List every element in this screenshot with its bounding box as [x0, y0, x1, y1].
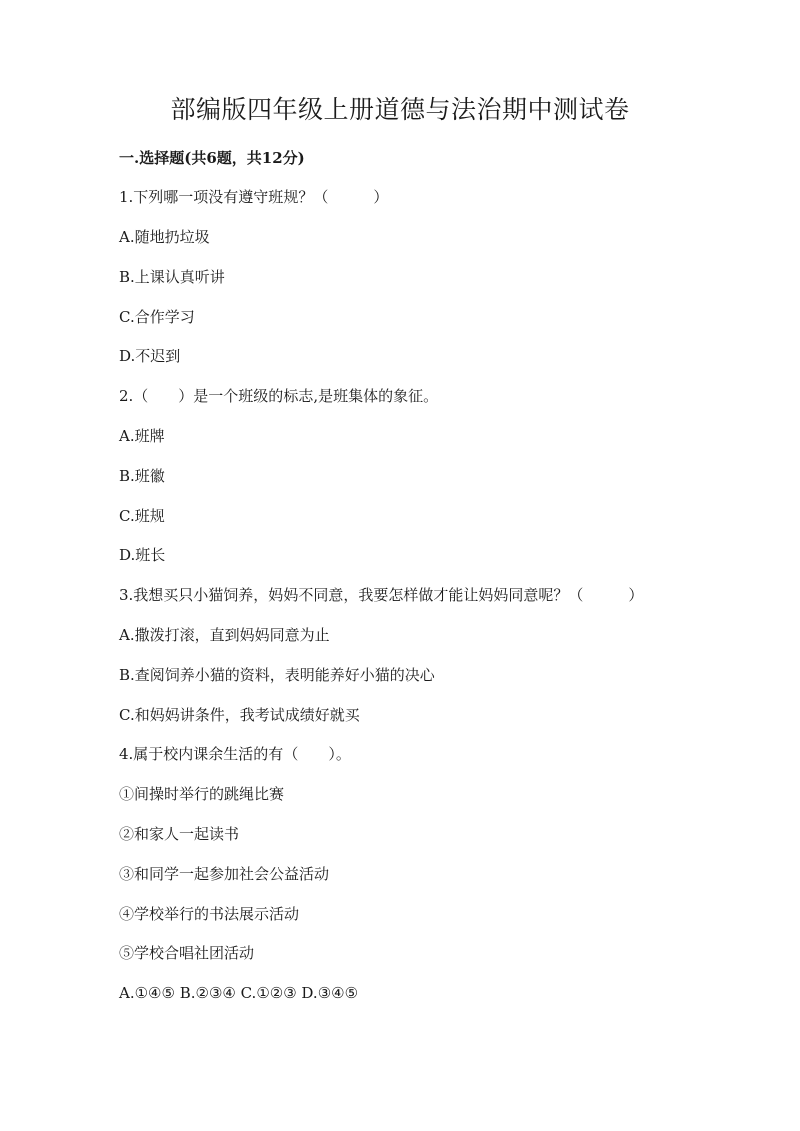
question-1-stem: 1.下列哪一项没有遵守班规？（ ） — [119, 188, 389, 206]
question-1-option-c: C.合作学习 — [119, 308, 195, 326]
question-2-option-a: A.班牌 — [119, 427, 165, 445]
question-3-option-b: B.查阅饲养小猫的资料，表明能养好小猫的决心 — [119, 666, 435, 684]
question-2-option-b: B.班徽 — [119, 467, 165, 485]
section-heading: 一.选择题(共6题，共12分) — [119, 149, 305, 167]
question-4-item-2: ②和家人一起读书 — [119, 825, 240, 843]
page-title: 部编版四年级上册道德与法治期中测试卷 — [170, 95, 630, 124]
question-3-option-a: A.撒泼打滚，直到妈妈同意为止 — [119, 626, 330, 644]
question-1-option-a: A.随地扔垃圾 — [119, 228, 210, 246]
question-2-option-d: D.班长 — [119, 546, 166, 564]
question-4-options: A.①④⑤ B.②③④ C.①②③ D.③④⑤ — [119, 984, 359, 1002]
question-2-option-c: C.班规 — [119, 507, 165, 525]
question-3-stem: 3.我想买只小猫饲养，妈妈不同意，我要怎样做才能让妈妈同意呢？（ ） — [119, 586, 644, 604]
question-1-option-d: D.不迟到 — [119, 347, 181, 365]
question-4-stem: 4.属于校内课余生活的有（ ）。 — [119, 745, 351, 763]
question-2-stem: 2.（ ）是一个班级的标志,是班集体的象征。 — [119, 387, 439, 405]
question-4-item-3: ③和同学一起参加社会公益活动 — [119, 865, 330, 883]
question-4-item-4: ④学校举行的书法展示活动 — [119, 905, 300, 923]
question-1-option-b: B.上课认真听讲 — [119, 268, 225, 286]
question-3-option-c: C.和妈妈讲条件，我考试成绩好就买 — [119, 706, 360, 724]
question-4-item-1: ①间操时举行的跳绳比赛 — [119, 785, 285, 803]
question-4-item-5: ⑤学校合唱社团活动 — [119, 944, 255, 962]
